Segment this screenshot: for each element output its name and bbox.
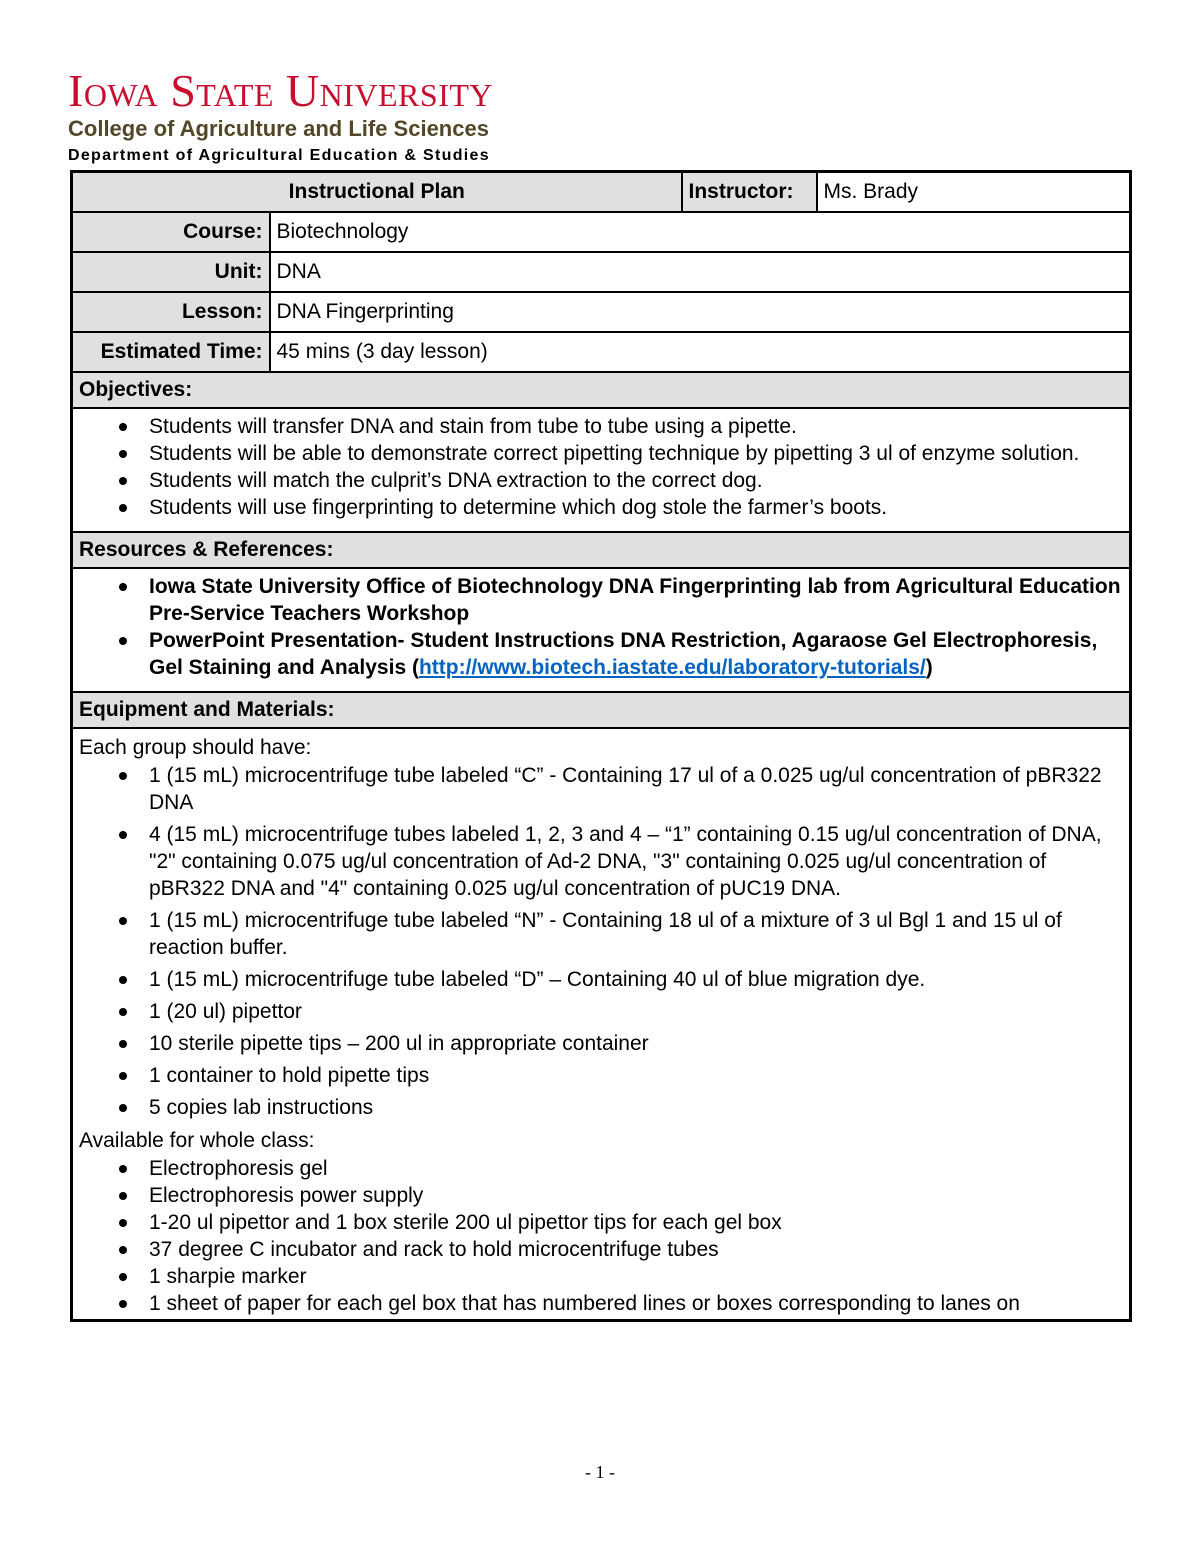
resources-heading: Resources & References: xyxy=(72,532,1131,568)
unit-row xyxy=(72,252,1131,292)
class-materials-list xyxy=(79,1155,1123,1317)
resources-heading-row xyxy=(72,532,1131,568)
equipment-heading: Equipment and Materials: xyxy=(72,692,1131,728)
page-number: - 1 - xyxy=(585,1462,615,1482)
plan-title: Instructional Plan xyxy=(72,172,682,213)
class-intro: Available for whole class: xyxy=(79,1129,315,1152)
resource-close-paren: ) xyxy=(925,656,933,679)
list-item: 4 (15 mL) microcentrifuge tubes labeled 1, 2, 3 and 4 – “1” containing 0.15 ug/ul concentration of DNA, "2" containing 0.075 ug/ul concentration of Ad-2 DNA, "3" containing 0.025 ug/ul concentration of pBR322 DNA and "4" containing 0.025 ug/ul concentration of pUC19 DNA. xyxy=(149,821,1123,902)
list-item: 1 (20 ul) pipettor xyxy=(149,998,1123,1025)
department-name: Department of Agricultural Education & Studies xyxy=(68,147,490,164)
group-materials-list xyxy=(79,762,1123,1121)
university-name: Iowa State University xyxy=(68,65,494,116)
list-item: Iowa State University Office of Biotechnology DNA Fingerprinting lab from Agricultural Education Pre-Service Teachers Workshop xyxy=(149,573,1123,627)
letterhead xyxy=(68,66,1130,166)
list-item: Students will be able to demonstrate correct pipetting technique by pipetting 3 ul of enzyme solution. xyxy=(149,440,1123,467)
list-item: 37 degree C incubator and rack to hold microcentrifuge tubes xyxy=(149,1236,1123,1263)
course-row xyxy=(72,212,1131,252)
unit-value: DNA xyxy=(270,252,1131,292)
resource-text: PowerPoint Presentation- Student Instructions DNA Restriction, Agaraose Gel Electrophoresis, Gel Staining and Analysis ( xyxy=(149,629,1098,679)
course-label: Course: xyxy=(72,212,270,252)
lesson-label: Lesson: xyxy=(72,292,270,332)
resources-list xyxy=(79,573,1123,681)
resources-content xyxy=(72,568,1131,692)
list-item: Students will use fingerprinting to determine which dog stole the farmer’s boots. xyxy=(149,494,1123,521)
biotech-tutorials-link[interactable]: http://www.biotech.iastate.edu/laboratory-tutorials/ xyxy=(418,656,926,679)
instructor-label: Instructor: xyxy=(682,172,817,213)
list-item: 1 (15 mL) microcentrifuge tube labeled “D” – Containing 40 ul of blue migration dye. xyxy=(149,966,1123,993)
list-item: Electrophoresis power supply xyxy=(149,1182,1123,1209)
list-item: 1 sheet of paper for each gel box that has numbered lines or boxes corresponding to lanes on xyxy=(149,1290,1123,1317)
objectives-heading-row xyxy=(72,372,1131,408)
group-intro: Each group should have: xyxy=(79,736,312,759)
list-item: Students will match the culprit’s DNA extraction to the correct dog. xyxy=(149,467,1123,494)
unit-label: Unit: xyxy=(72,252,270,292)
resources-content-row xyxy=(72,568,1131,692)
lesson-value: DNA Fingerprinting xyxy=(270,292,1131,332)
equipment-content xyxy=(72,728,1131,1321)
list-item: 1 sharpie marker xyxy=(149,1263,1123,1290)
equipment-content-row xyxy=(72,728,1131,1321)
estimated-time-label: Estimated Time: xyxy=(72,332,270,372)
plan-title-row xyxy=(72,172,1131,213)
objectives-heading: Objectives: xyxy=(72,372,1131,408)
course-value: Biotechnology xyxy=(270,212,1131,252)
instructor-value: Ms. Brady xyxy=(817,172,1131,213)
list-item: Students will transfer DNA and stain from tube to tube using a pipette. xyxy=(149,413,1123,440)
list-item: 1-20 ul pipettor and 1 box sterile 200 ul pipettor tips for each gel box xyxy=(149,1209,1123,1236)
equipment-heading-row xyxy=(72,692,1131,728)
estimated-time-value: 45 mins (3 day lesson) xyxy=(270,332,1131,372)
list-item: Electrophoresis gel xyxy=(149,1155,1123,1182)
college-name: College of Agriculture and Life Sciences xyxy=(68,116,489,141)
list-item: 1 (15 mL) microcentrifuge tube labeled “N” - Containing 18 ul of a mixture of 3 ul Bgl 1 and 15 ul of reaction buffer. xyxy=(149,907,1123,961)
lesson-row xyxy=(72,292,1131,332)
list-item: 10 sterile pipette tips – 200 ul in appropriate container xyxy=(149,1030,1123,1057)
instructional-plan-table xyxy=(70,170,1132,1322)
list-item xyxy=(149,627,1123,681)
list-item: 1 container to hold pipette tips xyxy=(149,1062,1123,1089)
list-item: 1 (15 mL) microcentrifuge tube labeled “C” - Containing 17 ul of a 0.025 ug/ul concentration of pBR322 DNA xyxy=(149,762,1123,816)
objectives-content-row xyxy=(72,408,1131,532)
objectives-content xyxy=(72,408,1131,532)
estimated-time-row xyxy=(72,332,1131,372)
objectives-list xyxy=(79,413,1123,521)
list-item: 5 copies lab instructions xyxy=(149,1094,1123,1121)
